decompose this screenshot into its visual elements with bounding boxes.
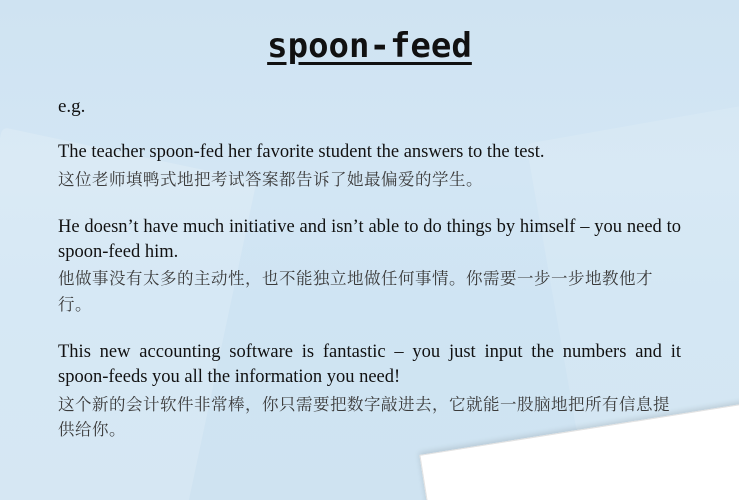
page-title: spoon-feed — [267, 26, 472, 66]
example-english-3: This new accounting software is fantastic – you just input the numbers and it spoon-feeds you all the information you need! — [58, 341, 681, 387]
example-block-2 — [58, 215, 681, 318]
example-english-1: The teacher spoon-fed her favorite student the answers to the test. — [58, 142, 545, 162]
example-block-3 — [58, 340, 681, 443]
example-chinese-1: 这位老师填鸭式地把考试答案都告诉了她最偏爱的学生。 — [58, 169, 483, 189]
example-chinese-2: 他做事没有太多的主动性，也不能独立地做任何事情。你需要一步一步地教他才行。 — [58, 269, 653, 315]
example-chinese-3: 这个新的会计软件非常棒，你只需要把数字敲进去，它就能一股脑地把所有信息提供给你。 — [58, 394, 670, 440]
slide-content — [0, 26, 739, 443]
example-english-2: He doesn’t have much initiative and isn’t able to do things by himself – you need to spoon-feed him. — [58, 216, 681, 262]
example-block-1 — [58, 140, 681, 193]
example-label: e.g. — [58, 96, 86, 117]
